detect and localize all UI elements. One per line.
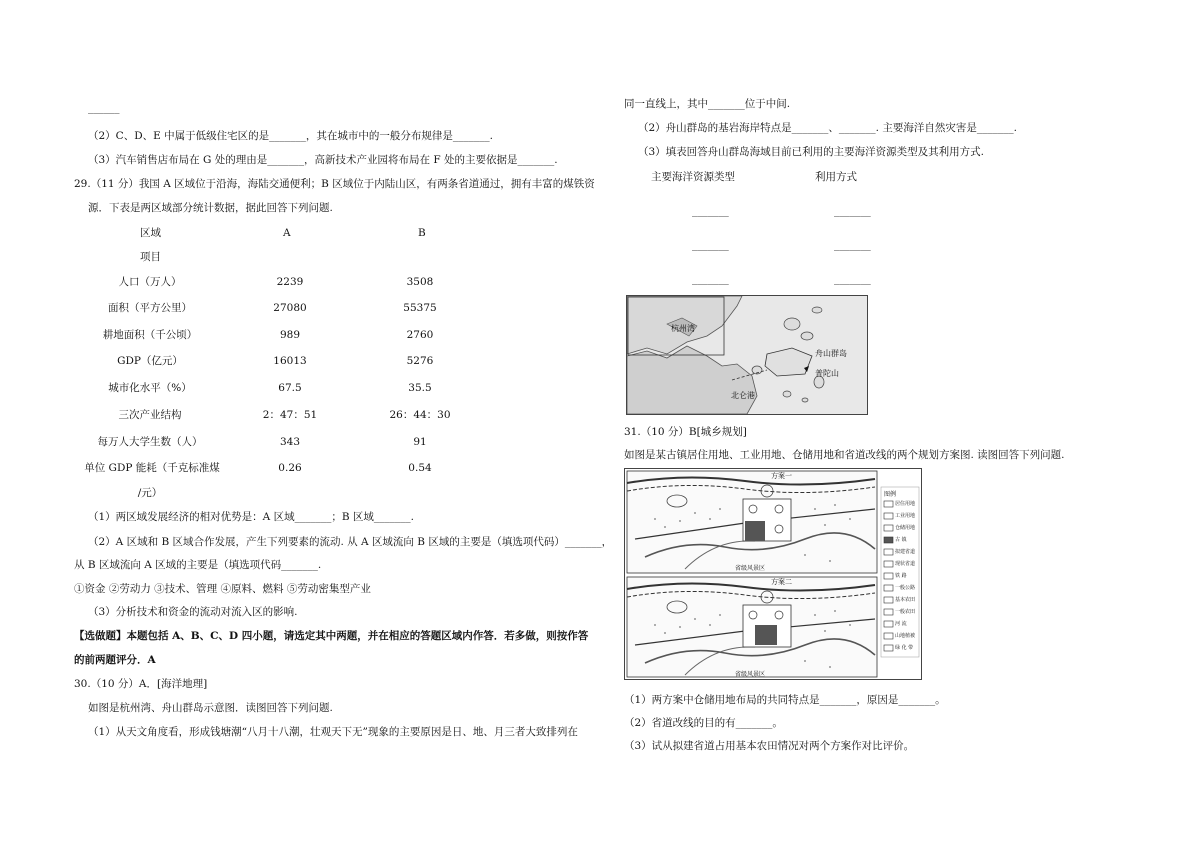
legend-item: 基本农田	[895, 597, 916, 603]
resource-blank: _______	[692, 239, 729, 251]
planning-diagram	[624, 468, 922, 680]
table-cell-b: 35.5	[408, 382, 432, 394]
table-row-label: 人口（万人）	[118, 276, 182, 288]
legend-item: 工业用地	[895, 513, 916, 519]
elective-instruction-2: 的前两题评分．A	[74, 654, 156, 666]
map-label-beilun: 北仑港	[731, 391, 755, 400]
question-29-stem-1: 29.（11 分）我国 A 区域位于沿海，海陆交通便利；B 区域位于内陆山区，有两条省道通过，拥有丰富的煤铁资	[74, 178, 595, 190]
table-header-item: 项目	[140, 251, 161, 263]
resource-blank: _______	[834, 273, 871, 285]
question-31-2: （2）省道改线的目的有_______。	[624, 717, 783, 729]
resource-blank: _______	[834, 239, 871, 251]
question-29-2b: 从 B 区域流向 A 区域的主要是（填选项代码_______.	[74, 559, 322, 571]
table-cell-b: 5276	[406, 355, 434, 367]
table-cell-b: 91	[413, 436, 427, 448]
question-29-stem-2: 源．下表是两区域部分统计数据，据此回答下列问题.	[88, 202, 333, 214]
question-30-2: （2）舟山群岛的基岩海岸特点是_______、_______. 主要海洋自然灾害是_______.	[638, 122, 1017, 134]
question-30-title: 30.（10 分）A．[海洋地理]	[74, 678, 208, 690]
table-cell-b: 2760	[406, 329, 434, 341]
blank-line-top: ______	[88, 102, 120, 114]
planning-diagram-drawing	[625, 469, 921, 679]
table-cell-a: 343	[279, 436, 301, 448]
legend-item: 河 流	[895, 621, 907, 627]
table-cell-b: 0.54	[408, 462, 432, 474]
table-row-label: 三次产业结构	[118, 409, 182, 421]
table-cell-a: 989	[279, 329, 301, 341]
question-31-1: （1）两方案中仓储用地布局的共同特点是_______，原因是_______。	[624, 694, 946, 706]
table-cell-b: 26：44：30	[389, 409, 451, 421]
question-29-1: （1）两区域发展经济的相对优势是：A 区域_______；B 区域_______.	[88, 511, 414, 523]
legend-item: 仓储用地	[895, 525, 916, 531]
legend-item: 居住用地	[895, 501, 916, 507]
table-cell-a: 2：47：51	[262, 409, 318, 421]
legend-item: 一般公路	[895, 585, 916, 591]
table-cell-b: 55375	[403, 302, 437, 314]
legend-item: 古 镇	[895, 537, 907, 543]
question-30-1-cont: 同一直线上，其中_______位于中间.	[624, 98, 791, 110]
table-cell-a: 16013	[273, 355, 307, 367]
table-cell-a: 0.26	[278, 462, 302, 474]
question-30-1: （1）从天文角度看，形成钱塘潮“八月十八潮，壮观天下无”现象的主要原因是日、地、月三者大致排列在	[88, 726, 578, 738]
plan-1-label: 方案一	[771, 472, 792, 480]
resource-blank: _______	[834, 205, 871, 217]
question-28-2: （2）C、D、E 中属于低级住宅区的是_______，其在城市中的一般分布规律是_______.	[88, 130, 493, 142]
table-row-label: 耕地面积（千公顷）	[102, 329, 198, 341]
map-label-hangzhou-bay: 杭州湾	[671, 324, 695, 333]
map-label-zhoushan: 舟山群岛	[815, 349, 847, 358]
map-label-putuo: 普陀山	[815, 369, 839, 378]
question-31-intro: 如图是某古镇居住用地、工业用地、仓储用地和省道改线的两个规划方案图. 读图回答下列问题.	[624, 449, 1065, 461]
legend-item: 绿 化 带	[895, 645, 914, 651]
table-cell-a: 2239	[276, 276, 304, 288]
table-row-label: 面积（平方公里）	[108, 302, 192, 314]
legend-item: 铁 路	[895, 573, 907, 579]
question-31-title: 31.（10 分）B[城乡规划]	[624, 426, 747, 438]
question-29-3: （3）分析技术和资金的流动对流入区的影响.	[88, 606, 298, 618]
scenic-area-label-2: 省级风景区	[735, 671, 766, 678]
legend-title: 图例	[884, 491, 897, 498]
elective-instruction-1: 【选做题】本题包括 A、B、C、D 四小题，请选定其中两题，并在相应的答题区域内作答．若多做，则按作答	[74, 630, 589, 642]
table-row-label-cont: /元）	[137, 487, 163, 499]
table-header-region: 区域	[140, 227, 161, 239]
question-31-3: （3）试从拟建省道占用基本农田情况对两个方案作对比评价。	[624, 740, 915, 752]
resource-blank: _______	[692, 205, 729, 217]
legend-item: 山地植被	[895, 633, 916, 639]
legend-item: 拟建省道	[895, 549, 916, 555]
table-cell-a: 27080	[273, 302, 307, 314]
plan-2-label: 方案二	[771, 578, 792, 586]
legend-item: 现状省道	[895, 561, 916, 567]
scenic-area-label-1: 省级风景区	[735, 565, 766, 572]
question-28-3: （3）汽车销售店布局在 G 处的理由是_______，高新技术产业园将布局在 F 处的主要依据是_______.	[88, 154, 558, 166]
legend-item: 一般农田	[895, 609, 916, 615]
resource-header-type: 主要海洋资源类型	[651, 171, 735, 183]
table-header-b: B	[418, 227, 426, 239]
table-cell-b: 3508	[406, 276, 434, 288]
resource-blank: _______	[692, 273, 729, 285]
table-header-a: A	[283, 227, 291, 239]
table-row-label: 城市化水平（%）	[108, 382, 192, 394]
zhoushan-map	[626, 295, 868, 415]
table-cell-a: 67.5	[278, 382, 302, 394]
table-row-label: GDP（亿元）	[117, 355, 183, 367]
table-row-label: 每万人大学生数（人）	[97, 436, 203, 448]
resource-header-use: 利用方式	[815, 171, 857, 183]
question-30-3: （3）填表回答舟山群岛海域目前已利用的主要海洋资源类型及其利用方式.	[638, 146, 985, 158]
table-row-label: 单位 GDP 能耗（千克标准煤	[84, 462, 220, 474]
question-29-options: ①资金 ②劳动力 ③技术、管理 ④原料、燃料 ⑤劳动密集型产业	[74, 583, 371, 595]
question-29-2a: （2）A 区域和 B 区域合作发展，产生下列要素的流动. 从 A 区域流向 B 区域的主要是（填选项代码）_______，	[88, 536, 613, 548]
question-30-intro: 如图是杭州湾、舟山群岛示意图．读图回答下列问题.	[88, 702, 333, 714]
